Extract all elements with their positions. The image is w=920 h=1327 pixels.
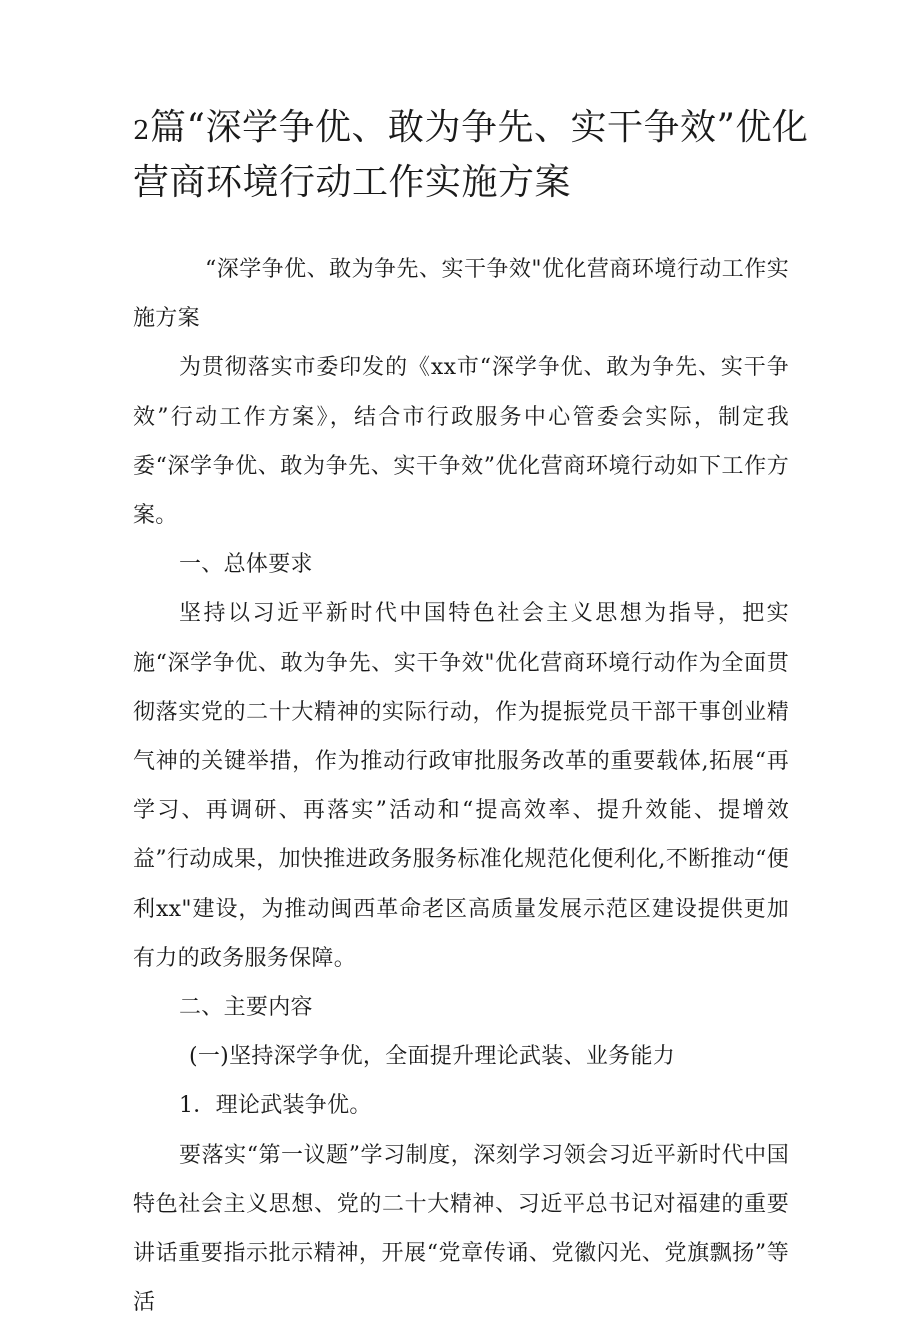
subsection-heading: (一)坚持深学争优，全面提升理论武装、业务能力: [189, 1044, 676, 1070]
subtitle-paragraph: “深学争优、敢为争先、实干争效"优化营商环境行动工作实施方案: [133, 257, 789, 332]
section-heading-main-content: 二、主要内容: [179, 995, 313, 1021]
document-title: [133, 102, 813, 209]
item-paragraph: 要落实“第一议题”学习制度，深刻学习领会习近平新时代中国特色社会主义思想、党的二十大精神、习近平总书记对福建的重要讲话重要指示批示精神，开展“党章传诵、党徽闪光、党旗飘扬”等活: [133, 1142, 789, 1316]
item-heading: 1．理论武装争优。: [179, 1093, 372, 1119]
section-heading-general-requirements: 一、总体要求: [179, 552, 313, 578]
intro-paragraph: 为贯彻落实市委印发的《xx市“深学争优、敢为争先、实干争效”行动工作方案》，结合市行政服务中心管委会实际，制定我委“深学争优、敢为争先、实干争效”优化营商环境行动如下工作方案。: [133, 355, 789, 529]
document-body: [133, 245, 789, 1327]
title-text: 篇“深学争优、敢为争先、实干争效”优化营商环境行动工作实施方案: [133, 107, 809, 203]
title-number: 2: [133, 116, 151, 146]
general-requirements-paragraph: 坚持以习近平新时代中国特色社会主义思想为指导，把实施“深学争优、敢为争先、实干争效"优化营商环境行动作为全面贯彻落实党的二十大精神的实际行动，作为提振党员干部干事创业精气神的关键举措，作为推动行政审批服务改革的重要载体,拓展“再学习、再调研、再落实”活动和“提高效率、提升效能、提增效益”行动成果，加快推进政务服务标准化规范化便利化,不断推动“便利xx"建设，为推动闽西革命老区高质量发展示范区建设提供更加有力的政务服务保障。: [133, 601, 789, 971]
